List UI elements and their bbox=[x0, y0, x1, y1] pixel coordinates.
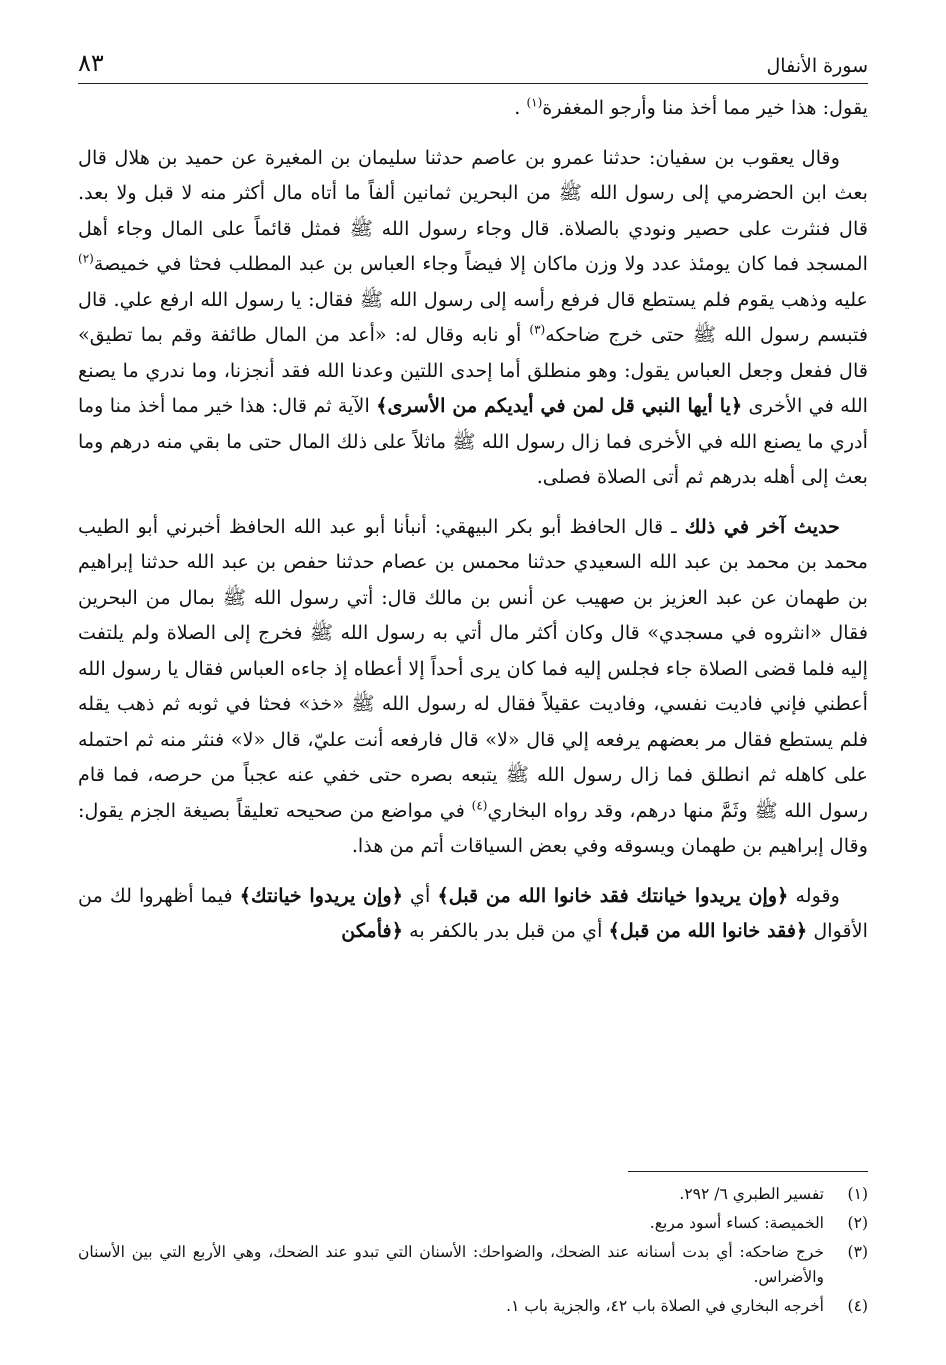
footnote-ref-2[interactable]: (٢) bbox=[78, 251, 94, 266]
footnote-number: (٢) bbox=[847, 1214, 868, 1232]
footnote-divider bbox=[628, 1171, 868, 1172]
main-text bbox=[78, 90, 868, 953]
footnote-text: خرج ضاحكه: أي بدت أسنانه عند الضحك، والضواحك: الأسنان التي تبدو عند الضحك، وهي الأربع التي بين الأسنان والأضراس. bbox=[78, 1243, 824, 1286]
footnote-number: (٤) bbox=[847, 1297, 868, 1315]
footnote-text: تفسير الطبري ٦/ ٢٩٢. bbox=[679, 1185, 824, 1203]
quran-verse: ﴿وإن يريدوا خيانتك فقد خانوا الله من قبل﴾ bbox=[437, 883, 789, 907]
footnote-ref-3[interactable]: (٣) bbox=[529, 322, 546, 337]
page-number: ٨٣ bbox=[78, 49, 104, 77]
quran-verse: ﴿يا أيها النبي قل لمن في أيديكم من الأسرى﴾ bbox=[376, 394, 743, 417]
footnote-ref-4[interactable]: (٤) bbox=[471, 798, 488, 813]
surah-title: سورة الأنفال bbox=[766, 55, 868, 77]
footnote bbox=[78, 1294, 868, 1319]
quran-verse: ﴿وإن يريدوا خيانتك﴾ bbox=[239, 883, 403, 907]
footnote-text: أخرجه البخاري في الصلاة باب ٤٢، والجزية باب ١. bbox=[506, 1297, 824, 1315]
footnote bbox=[78, 1182, 868, 1207]
footnote-number: (١) bbox=[847, 1185, 868, 1203]
quran-verse: ﴿فقد خانوا الله من قبل﴾ bbox=[608, 919, 808, 942]
footnote-text: الخميصة: كساء أسود مربع. bbox=[649, 1214, 824, 1232]
book-page bbox=[78, 40, 868, 1340]
paragraph-2: وقال يعقوب بن سفيان: حدثنا عمرو بن عاصم حدثنا سليمان بن المغيرة عن حميد بن هلال قال بعث ابن الحضرمي إلى رسول الله ﷺ من البحرين ثمانين ألفاً ما أتاه مال أكثر منه لا قبل ولا بعد. قال فنثرت على حصير ونودي بالصلاة. قال وجاء رسول الله ﷺ فمثل قائماً على المال وجاء أهل المسجد فما كان يومئذ عدد ولا وزن ماكان إلا فيضاً وجاء العباس بن عبد المطلب فحثا في خميصة$^{(٢)}$ عليه وذهب يقوم فلم يستطع قال فرفع رأسه إلى رسول الله ﷺ فقال: يا رسول الله ارفع علي. قال فتبسم رسول الله ﷺ حتى خرج ضاحكه$^{(٣)}$ أو نابه وقال له: «أعد من المال طائفة وقم بما تطيق» قال ففعل وجعل العباس يقول: وهو منطلق أما إحدى اللتين وعدنا الله فقد أنجزنا، وما ندري ما يصنع الله في الأخرى ﴿يا أيها النبي قل لمن في أيديكم من الأسرى﴾ الآية ثم قال: هذا خير مما أخذ منا وما أدري ما يصنع الله في الأخرى فما زال رسول الله ﷺ ماثلاً على ذلك المال حتى ما بقي منه درهم وما بعث إلى أهله بدرهم ثم أتى الصلاة فصلى. bbox=[78, 145, 868, 488]
footnotes bbox=[78, 1182, 868, 1323]
quran-verse: ﴿فأمكن bbox=[341, 919, 403, 942]
paragraph-3: حديث آخر في ذلك ـ قال الحافظ أبو بكر البيهقي: أنبأنا أبو عبد الله الحافظ أخبرني أبو الطيب محمد بن محمد بن عبد الله السعيدي حدثنا محمس بن عصام حدثنا حفص بن عبد الله حدثنا إبراهيم بن طهمان عن عبد العزيز بن صهيب عن أنس بن مالك قال: أتي رسول الله ﷺ بمال من البحرين فقال «انثروه في مسجدي» قال وكان أكثر مال أتي به رسول الله ﷺ فخرج إلى الصلاة ولم يلتفت إليه فلما قضى الصلاة جاء فجلس إليه فما كان يرى أحداً إلا أعطاه إذ جاءه العباس فقال يا رسول الله أعطني فإني فاديت نفسي، وفاديت عقيلاً فقال له رسول الله ﷺ «خذ» فحثا في ثوبه ثم ذهب يقله فلم يستطع فقال مر بعضهم يرفعه إلي قال «لا» قال فارفعه أنت عليّ، قال «لا» فنثر منه ثم احتمله على كاهله ثم انطلق فما زال رسول الله ﷺ يتبعه بصره حتى خفي عنه عجباً من حرصه، فما قام رسول الله ﷺ وثَمَّ منها درهم، وقد رواه البخاري$^{(٤)}$ في مواضع من صحيحه تعليقاً بصيغة الجزم يقول: وقال إبراهيم بن طهمان ويسوقه وفي بعض السياقات أتم من هذا. bbox=[78, 514, 868, 857]
footnote-ref-1[interactable]: (١) bbox=[526, 95, 543, 110]
paragraph-4: وقوله ﴿وإن يريدوا خيانتك فقد خانوا الله من قبل﴾ أي ﴿وإن يريدوا خيانتك﴾ فيما أظهروا لك من الأقوال ﴿فقد خانوا الله من قبل﴾ أي من قبل بدر بالكفر به ﴿فأمكن bbox=[78, 883, 868, 942]
page-header bbox=[78, 40, 868, 84]
section-heading: حديث آخر في ذلك bbox=[684, 514, 840, 538]
footnote bbox=[78, 1240, 868, 1290]
paragraph-1: يقول: هذا خير مما أخذ منا وأرجو المغفرة$^{(١)}$ . bbox=[514, 95, 868, 119]
footnote bbox=[78, 1211, 868, 1236]
footnote-number: (٣) bbox=[847, 1243, 868, 1261]
